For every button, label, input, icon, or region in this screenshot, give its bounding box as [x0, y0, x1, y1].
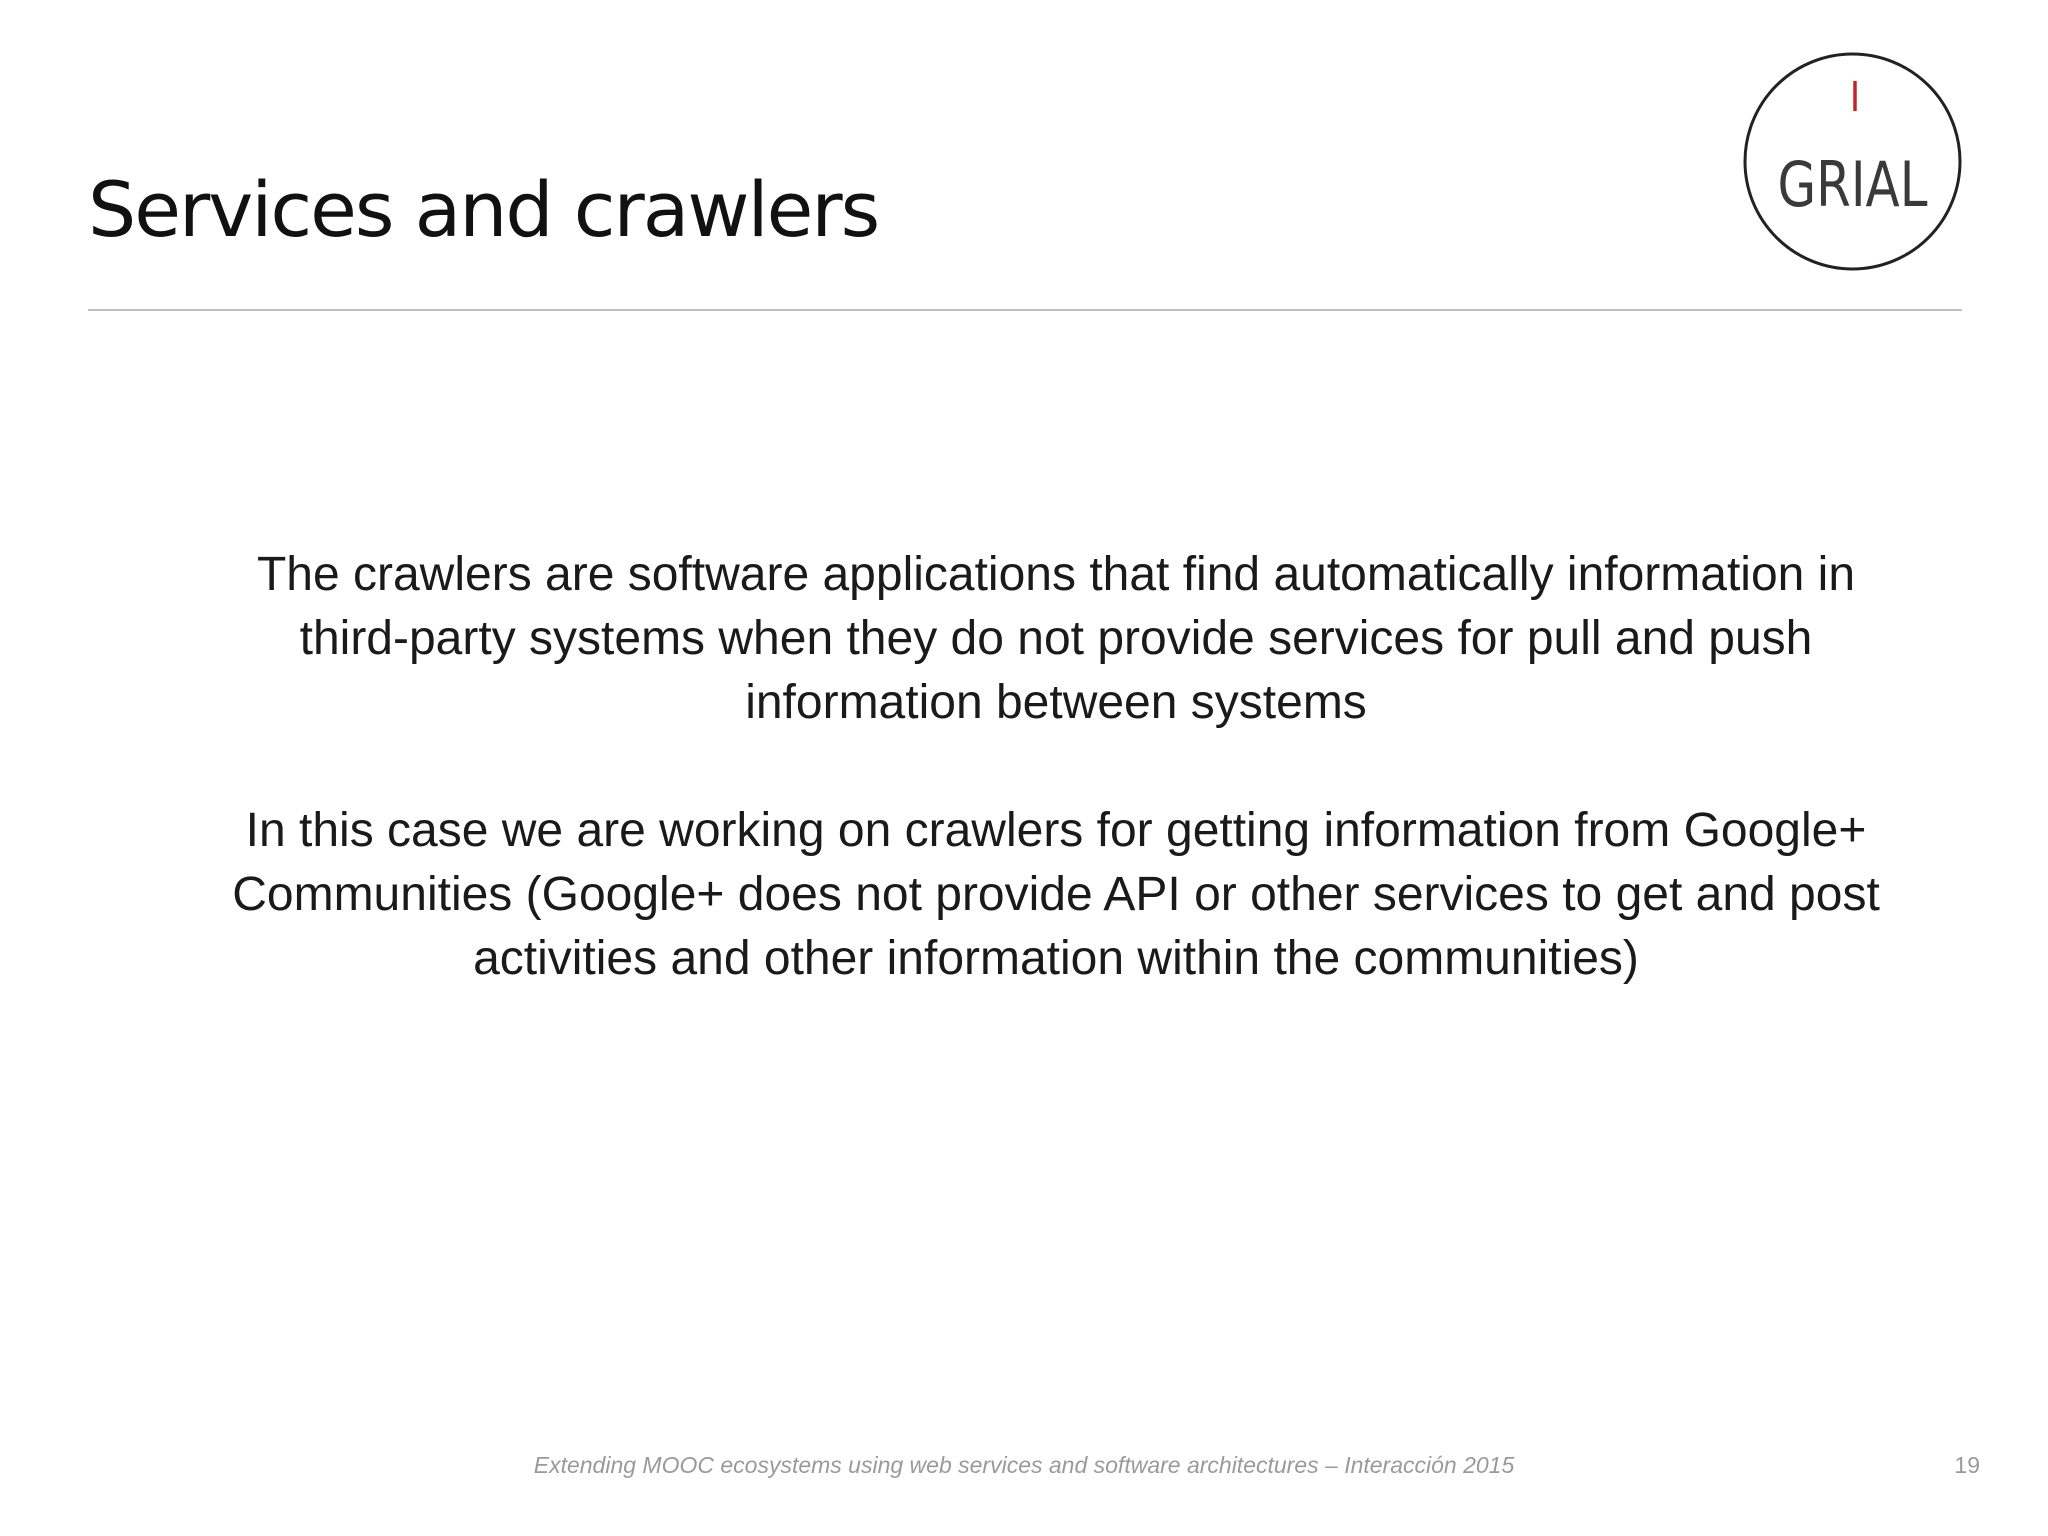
grial-logo [1742, 51, 1963, 272]
grial-logo-icon [1742, 51, 1963, 272]
paragraph-crawlers-definition: The crawlers are software applications that find automatically information in third-party systems when they do not provide services for pull and push information between systems [256, 548, 1856, 729]
title-divider [88, 309, 1962, 311]
page-number: 19 [1954, 1452, 1980, 1478]
footer-caption: Extending MOOC ecosystems using web services and software architectures – Interacción 2015 [533, 1452, 1515, 1478]
paragraph-google-plus-case: In this case we are working on crawlers for getting information from Google+ Communities (Google+ does not provide API or other services to get and post activities and other information within the communities) [232, 804, 1880, 985]
slide-body [200, 543, 1912, 991]
slide-title: Services and crawlers [88, 165, 879, 254]
logo-wordmark: GRIAL [1777, 148, 1928, 221]
